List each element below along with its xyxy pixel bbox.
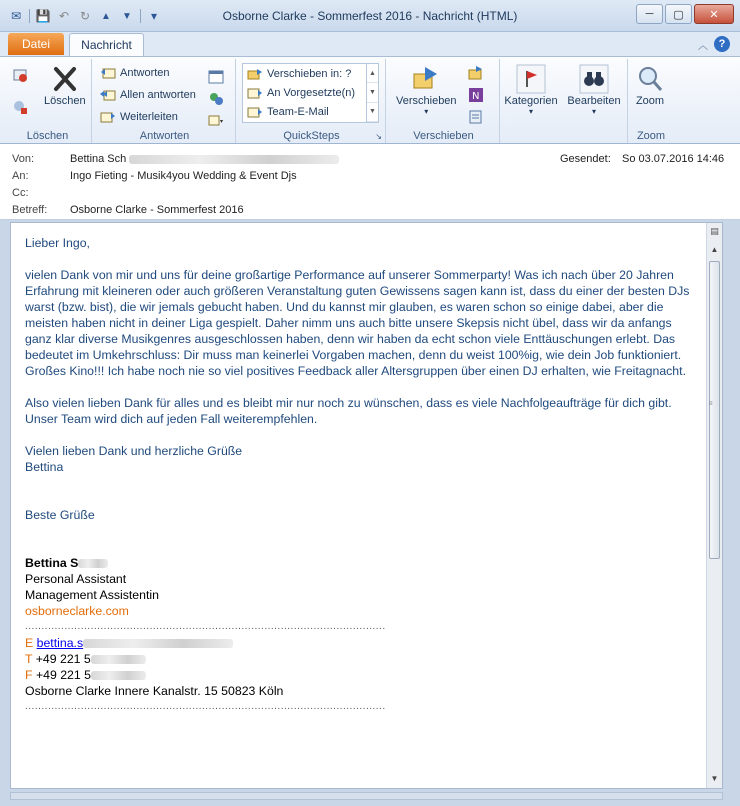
subject-value: Osborne Clarke - Sommerfest 2016 <box>70 204 244 216</box>
fax-prefix: F <box>25 668 33 682</box>
edit-button[interactable] <box>562 63 626 116</box>
group-loeschen <box>4 59 92 143</box>
signature-fax-row <box>25 667 693 683</box>
message-header <box>0 144 740 220</box>
more-icon[interactable]: ▼ <box>367 103 378 122</box>
more-respond-icon[interactable] <box>208 113 224 129</box>
signature-title-2: Management Assistentin <box>25 588 159 602</box>
quicksteps-gallery <box>242 63 379 123</box>
actions-icon[interactable] <box>468 109 484 125</box>
greeting: Lieber Ingo, <box>25 236 90 250</box>
sent-label: Gesendet: <box>560 153 611 165</box>
quickstep-to-manager[interactable] <box>247 85 355 101</box>
group-label-verschieben: Verschieben <box>413 130 474 142</box>
quicksteps-scroll[interactable] <box>366 64 378 122</box>
message-body[interactable] <box>10 222 723 789</box>
group-quicksteps <box>238 59 386 143</box>
reply-all-label: Allen antworten <box>120 89 196 101</box>
binoculars-icon <box>578 63 610 95</box>
junk-icon[interactable] <box>12 99 28 115</box>
ribbon-controls <box>698 36 730 52</box>
dotted-divider: .............................................................................................................. <box>25 621 386 632</box>
group-antworten <box>94 59 236 143</box>
scroll-down-icon[interactable]: ▼ <box>367 83 378 102</box>
minimize-button[interactable]: ─ <box>636 4 663 24</box>
grip-icon: ≡ <box>709 401 713 407</box>
categories-icon <box>515 63 547 95</box>
team-email-icon <box>247 104 263 120</box>
move-to-icon <box>247 66 263 82</box>
meeting-icon[interactable] <box>208 69 224 85</box>
reply-label: Antworten <box>120 67 170 79</box>
dotted-divider: .............................................................................................................. <box>25 701 386 712</box>
paragraph-1: vielen Dank von mir und uns für deine großartige Performance auf unserer Sommerparty! Was ich nach über 20 Jahren Erfahrung mit kleineren oder auch größeren Veranstaltung guten Gewissens sagen kann ist, dass du einer der besten DJs warst (bzw. bist), die wir jemals gebucht haben. Und du kannst mir glauben, es waren schon so einige dabei, aber die meisten haben nicht in deiner Liga gespielt. Daher nimm uns auch bitte unsere Skepsis nicht übel, dass wir da anfangs ganz klar diverse Musikgenres ausgeschlossen haben, denn wir haben da echt schon viele Enttäuschungen erlebt. Das bedeutet im Umkehrschluss: Dir muss man keinerlei Vorgaben machen, denn du weist 100%ig, wie dein Job funktioniert. Großes Kino!!! Ich habe noch nie so viel positives Feedback aller Altersgruppen über einen DJ erhalten, wie Freitagnacht. <box>25 268 690 378</box>
redacted-email <box>83 639 233 648</box>
group-label-loeschen: Löschen <box>26 130 69 142</box>
cc-label: Cc: <box>12 187 29 199</box>
tab-file[interactable]: Datei <box>8 33 64 55</box>
redo-icon[interactable]: ↻ <box>79 9 91 23</box>
to-manager-icon <box>247 85 263 101</box>
to-label: An: <box>12 170 29 182</box>
closing-line: Vielen lieben Dank und herzliche Grüße <box>25 444 243 458</box>
ribbon-tabs <box>0 32 740 56</box>
quickstep-label: An Vorgesetzte(n) <box>267 87 356 99</box>
signature-phone-row <box>25 651 693 667</box>
group-markierungen <box>502 59 562 143</box>
save-icon[interactable]: 💾 <box>35 9 51 23</box>
minimize-ribbon-icon[interactable]: ︿ <box>698 40 708 52</box>
from-value[interactable] <box>70 153 339 165</box>
dialog-launcher-icon[interactable]: ↘ <box>375 132 382 141</box>
closing-2: Beste Grüße <box>25 508 95 522</box>
signature-address: Osborne Clarke Innere Kanalstr. 15 50823 Köln <box>25 684 284 698</box>
move-label: Verschieben <box>396 95 457 107</box>
outlook-icon[interactable]: ✉ <box>10 9 22 23</box>
help-icon[interactable]: ? <box>714 36 730 52</box>
sent-row <box>560 153 725 165</box>
svg-text:N: N <box>472 91 480 102</box>
signature-title-1: Personal Assistant <box>25 572 127 586</box>
edit-label: Bearbeiten <box>567 95 621 107</box>
group-label-quicksteps: QuickSteps <box>283 130 340 142</box>
redacted-phone <box>91 655 146 664</box>
title-bar <box>0 0 740 32</box>
ignore-icon[interactable] <box>12 67 28 83</box>
window-title: Osborne Clarke - Sommerfest 2016 - Nachricht (HTML) <box>222 9 518 23</box>
reply-all-icon <box>100 87 116 103</box>
signature-name-text: Bettina S <box>25 556 79 570</box>
email-text: bettina.s <box>36 636 84 650</box>
page-icon[interactable]: ▤ <box>710 225 719 236</box>
forward-button[interactable] <box>100 109 178 125</box>
redacted-surname <box>78 559 108 568</box>
body-text <box>25 235 693 715</box>
categories-label: Kategorien <box>504 95 558 107</box>
up-icon[interactable]: ▲ <box>101 10 111 22</box>
delete-label: Löschen <box>44 95 86 107</box>
to-value[interactable]: Ingo Fieting - Musik4you Wedding & Event Djs <box>70 170 297 182</box>
people-pane-bar[interactable] <box>10 792 723 800</box>
move-button[interactable] <box>396 63 457 116</box>
close-button[interactable]: ✕ <box>694 4 734 24</box>
scroll-down-icon[interactable]: ▼ <box>710 773 719 783</box>
scroll-up-icon[interactable]: ▲ <box>710 244 719 254</box>
ribbon <box>0 56 740 144</box>
maximize-button[interactable]: ▢ <box>665 4 692 24</box>
redacted-address <box>129 155 339 164</box>
group-bearbeiten <box>562 59 628 143</box>
zoom-button[interactable] <box>630 63 670 107</box>
signature-email-row <box>25 635 693 651</box>
delete-button[interactable] <box>44 63 86 107</box>
quickstep-team-email[interactable] <box>247 104 329 120</box>
undo-icon[interactable]: ↶ <box>58 9 70 23</box>
from-name: Bettina Sch <box>70 153 127 165</box>
move-icon <box>410 63 442 95</box>
sent-value: So 03.07.2016 14:46 <box>622 153 725 165</box>
reply-button[interactable] <box>100 65 170 81</box>
redacted-fax <box>91 671 146 680</box>
vertical-scrollbar[interactable] <box>706 223 722 788</box>
rules-icon[interactable] <box>468 65 484 81</box>
group-zoom <box>630 59 672 143</box>
group-label-zoom: Zoom <box>636 130 666 142</box>
tab-message[interactable]: Nachricht <box>69 33 144 56</box>
customize-icon[interactable]: ▾ <box>150 9 158 23</box>
down-icon[interactable]: ▼ <box>122 10 132 22</box>
fax-text: +49 221 5 <box>35 668 91 682</box>
dropdown-icon: ▾ <box>424 107 429 116</box>
signature-name <box>25 555 693 571</box>
forward-icon <box>100 109 116 125</box>
paragraph-2: Also vielen lieben Dank für alles und es bleibt mir nur noch zu wünschen, dass es viele Nachfolgeaufträge für dich gibt. Unser Team wird dich auf jeden Fall weiterempfehlen. <box>25 396 672 426</box>
reply-icon <box>100 65 116 81</box>
email-prefix: E <box>25 636 34 650</box>
subject-label: Betreff: <box>12 204 48 216</box>
scroll-up-icon[interactable]: ▲ <box>367 64 378 83</box>
reply-all-button[interactable] <box>100 87 196 103</box>
group-verschieben <box>388 59 500 143</box>
dropdown-icon: ▾ <box>528 107 533 116</box>
zoom-label: Zoom <box>635 95 665 107</box>
delete-icon <box>49 63 81 95</box>
scroll-thumb[interactable] <box>709 261 720 559</box>
forward-label: Weiterleiten <box>120 111 178 123</box>
phone-prefix: T <box>25 652 33 666</box>
signature-email-link[interactable] <box>37 636 234 650</box>
magnifier-icon <box>634 63 666 95</box>
im-icon[interactable] <box>208 91 224 107</box>
quickstep-move-to[interactable] <box>247 66 351 82</box>
window-controls <box>636 4 734 24</box>
dropdown-icon: ▾ <box>591 107 596 116</box>
onenote-icon[interactable] <box>468 87 484 103</box>
quickstep-label: Team-E-Mail <box>267 106 329 118</box>
from-label: Von: <box>12 153 35 165</box>
group-label-antworten: Antworten <box>139 130 190 142</box>
signature-website[interactable]: osborneclarke.com <box>25 604 129 618</box>
closing-name: Bettina <box>25 460 64 474</box>
phone-text: +49 221 5 <box>35 652 91 666</box>
quickstep-label: Verschieben in: ? <box>267 68 352 80</box>
categories-button[interactable] <box>502 63 560 116</box>
signature <box>25 555 693 715</box>
